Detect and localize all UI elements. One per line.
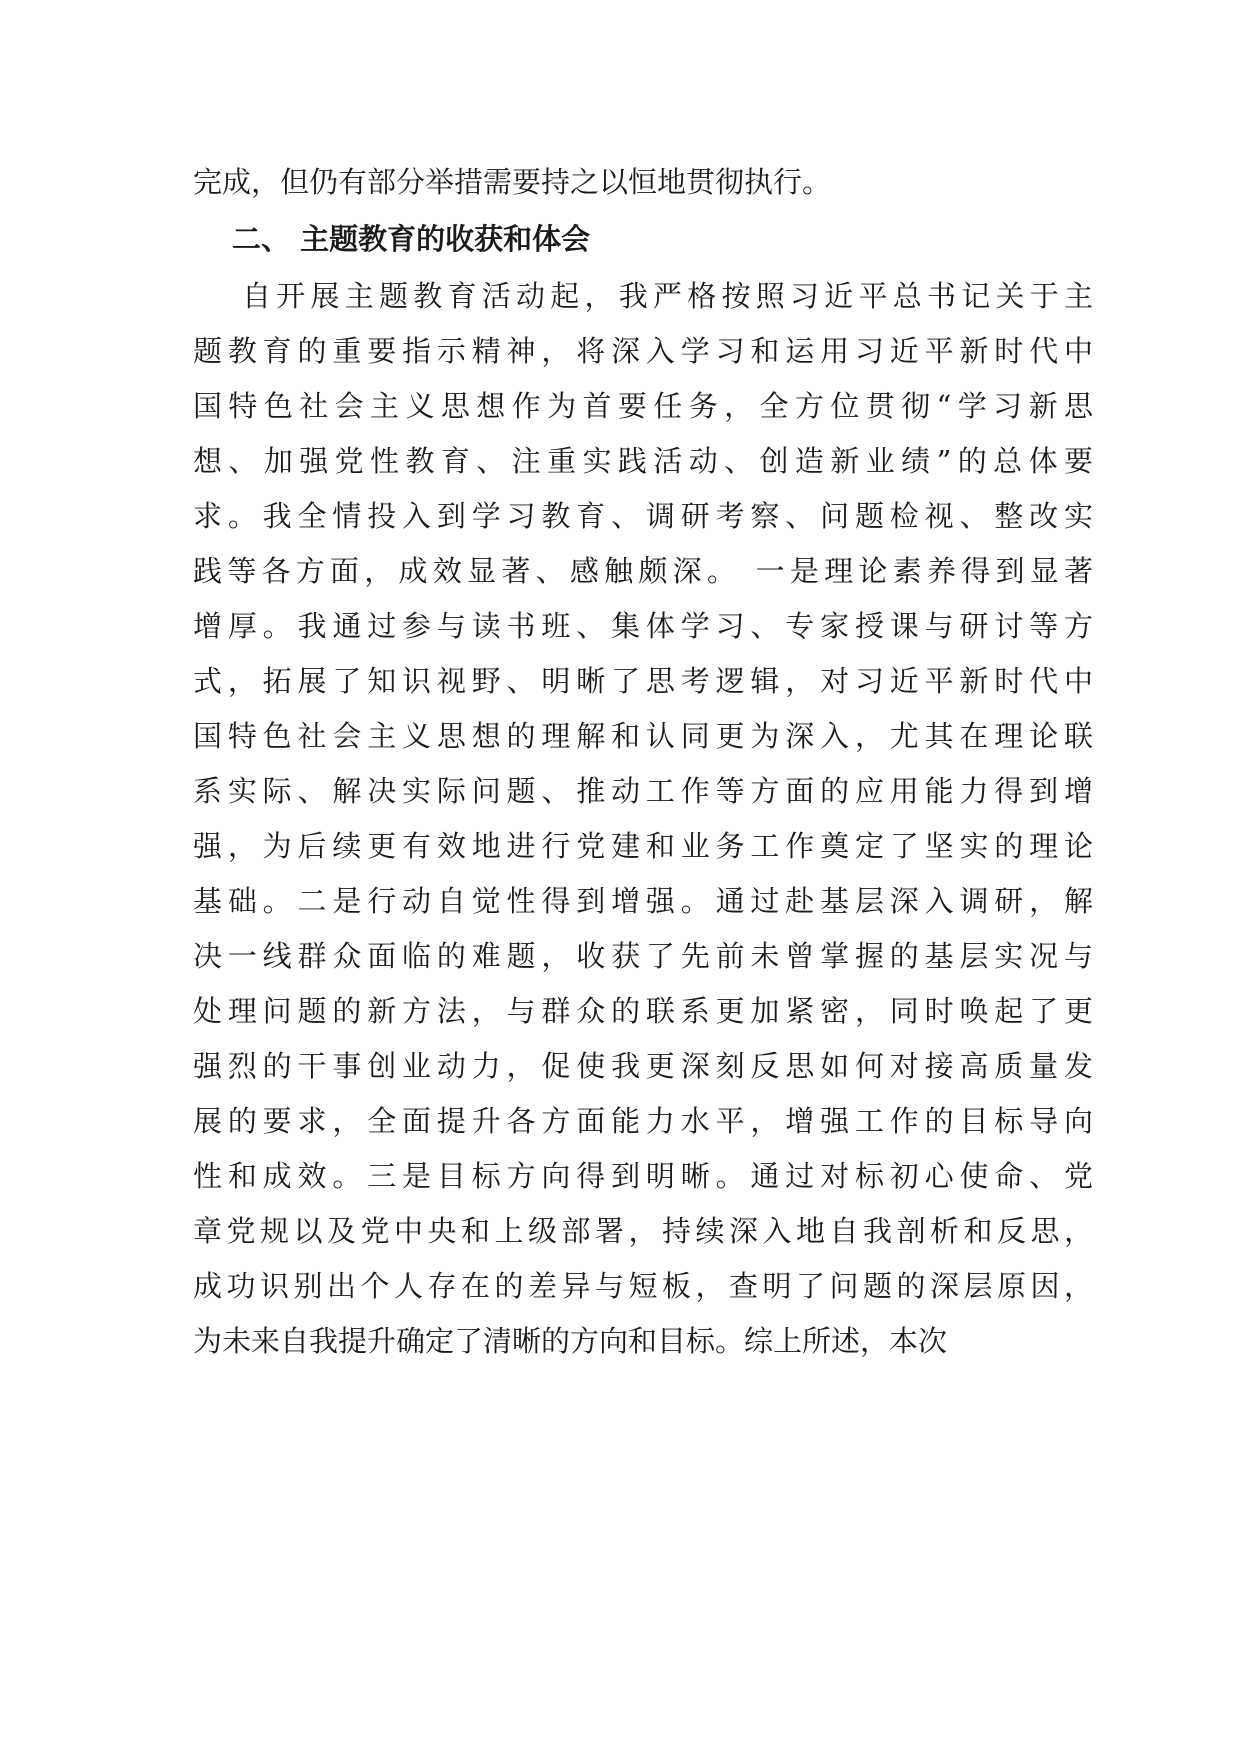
text-line: 求。我全情投入到学习教育、调研考察、问题检视、整改实	[193, 499, 1093, 533]
text-line: 践等各方面，成效显著、感触颇深。 一是理论素养得到显著	[193, 554, 1093, 588]
text-line: 强烈的干事创业动力，促使我更深刻反思如何对接高质量发	[193, 1049, 1093, 1083]
text-line: 国特色社会主义思想的理解和认同更为深入，尤其在理论联	[193, 719, 1093, 753]
text-line: 强，为后续更有效地进行党建和业务工作奠定了坚实的理论	[193, 829, 1093, 863]
text-line: 想、加强党性教育、注重实践活动、创造新业绩”的总体要	[193, 444, 1093, 478]
text-line: 决一线群众面临的难题，收获了先前未曾掌握的基层实况与	[193, 939, 1093, 973]
section-heading: 二、 主题教育的收获和体会	[232, 222, 591, 256]
text-line: 式，拓展了知识视野、明晰了思考逻辑，对习近平新时代中	[193, 664, 1093, 698]
text-line: 展的要求，全面提升各方面能力水平，增强工作的目标导向	[193, 1104, 1093, 1138]
text-line: 完成，但仍有部分举措需要持之以恒地贯彻执行。	[193, 165, 832, 199]
text-line: 基础。二是行动自觉性得到增强。通过赴基层深入调研，解	[193, 884, 1093, 918]
text-line: 系实际、解决实际问题、推动工作等方面的应用能力得到增	[193, 774, 1093, 808]
text-line: 增厚。我通过参与读书班、集体学习、专家授课与研讨等方	[193, 609, 1093, 643]
text-line: 自开展主题教育活动起，我严格按照习近平总书记关于主	[242, 279, 1093, 313]
text-line: 处理问题的新方法，与群众的联系更加紧密，同时唤起了更	[193, 994, 1093, 1028]
text-line: 题教育的重要指示精神，将深入学习和运用习近平新时代中	[193, 334, 1093, 368]
text-line: 性和成效。三是目标方向得到明晰。通过对标初心使命、党	[193, 1159, 1093, 1193]
text-line: 成功识别出个人存在的差异与短板，查明了问题的深层原因，	[193, 1269, 1093, 1303]
text-line: 为未来自我提升确定了清晰的方向和目标。综上所述，本次	[193, 1324, 948, 1358]
text-line: 章党规以及党中央和上级部署，持续深入地自我剖析和反思，	[193, 1214, 1093, 1248]
text-line: 国特色社会主义思想作为首要任务，全方位贯彻“学习新思	[193, 389, 1093, 423]
